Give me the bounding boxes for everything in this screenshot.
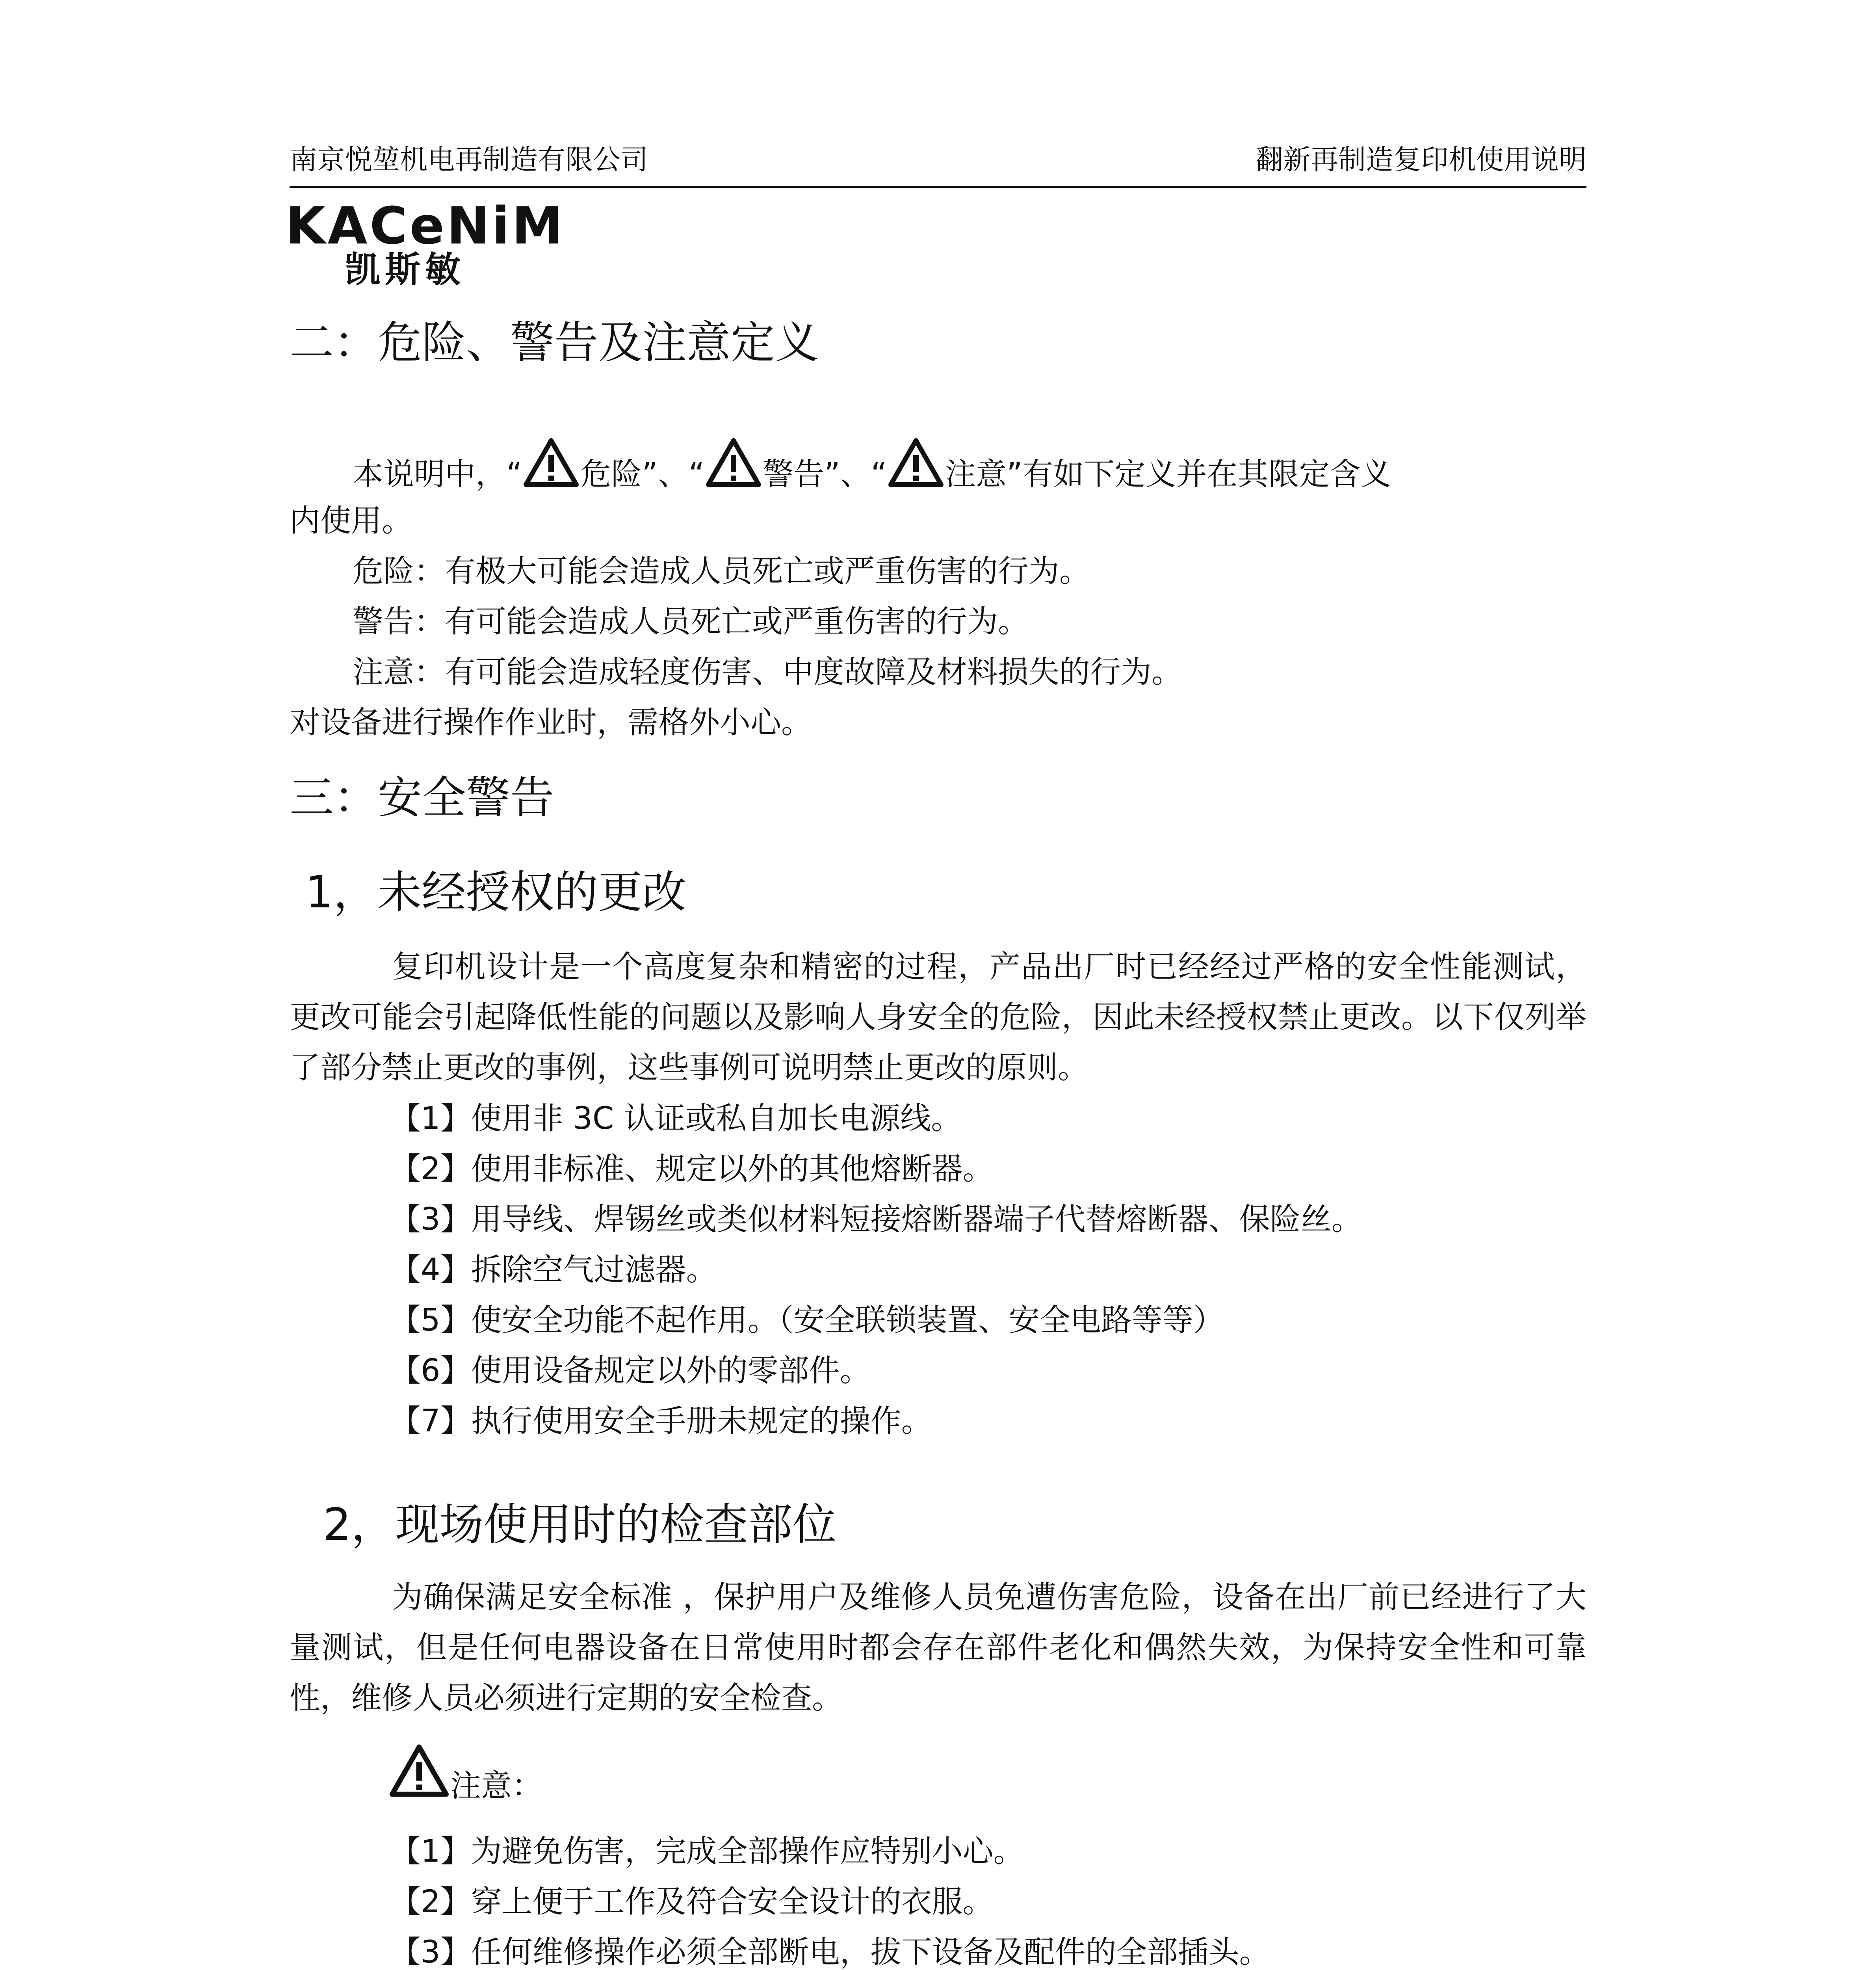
intro-text-a: 本说明中，“ [353,457,522,492]
warning-triangle-icon [706,437,761,488]
definition-danger: 危险：有极大可能会造成人员死亡或严重伤害的行为。 [353,554,1090,589]
section-2-title: 二：危险、警告及注意定义 [290,317,819,368]
section-3-title: 三：安全警告 [290,772,554,823]
definition-note: 对设备进行操作作业时，需格外小心。 [290,705,812,740]
subsection-2-paragraph: 为确保满足安全标准 ，保护用户及维修人员免遭伤害危险，设备在出厂前已经进行了大量测试，但是任何电器设备在日常使用时都会存在部件老化和偶然失效，为保持安全性和可靠性，维修人员必须进行定期的安全检查。 [290,1580,1586,1716]
list-item: 【1】使用非 3C 认证或私自加长电源线。 [390,1101,962,1136]
intro-text-d: 注意”有如下定义并在其限定含义 [945,457,1391,492]
list-item: 【5】使安全功能不起作用。（安全联锁装置、安全电路等等） [390,1303,1224,1338]
list-item: 【1】为避免伤害，完成全部操作应特别小心。 [390,1834,1024,1869]
definition-intro [290,437,1586,500]
list-item: 【4】拆除空气过滤器。 [390,1252,717,1288]
intro-text-b: 危险”、“ [580,457,705,492]
warning-triangle-icon [524,437,579,488]
list-item: 【3】用导线、焊锡丝或类似材料短接熔断器端子代替熔断器、保险丝。 [390,1202,1362,1237]
definition-warning: 警告：有可能会造成人员死亡或严重伤害的行为。 [353,604,1029,639]
list-item: 【7】执行使用安全手册未规定的操作。 [390,1403,932,1439]
list-item: 【6】使用设备规定以外的零部件。 [390,1353,871,1388]
caution-label: 注意： [450,1768,543,1804]
subsection-2-title: 2，现场使用时的检查部位 [323,1499,837,1550]
list-item: 【2】使用非标准、规定以外的其他熔断器。 [390,1151,994,1187]
subsection-1-paragraph: 复印机设计是一个高度复杂和精密的过程，产品出厂时已经经过严格的安全性能测试，更改可能会引起降低性能的问题以及影响人身安全的危险，因此未经授权禁止更改。以下仅列举了部分禁止更改的事例，这些事例可说明禁止更改的原则。 [290,949,1586,1085]
header-company: 南京悦堃机电再制造有限公司 [290,143,648,176]
caution-note-1 [388,1743,1586,1811]
header-rule [290,186,1586,188]
intro-text-e: 内使用。 [290,503,413,539]
logo-wordmark: KACeNiM [286,196,565,256]
definition-caution: 注意：有可能会造成轻度伤害、中度故障及材料损失的行为。 [353,654,1183,690]
warning-triangle-icon [888,437,944,488]
list-item: 【2】穿上便于工作及符合安全设计的衣服。 [390,1884,994,1920]
intro-text-c: 警告”、“ [763,457,887,492]
warning-triangle-icon [390,1743,449,1798]
subsection-1-title: 1，未经授权的更改 [305,867,687,918]
list-item: 【3】任何维修操作必须全部断电，拔下设备及配件的全部插头。 [390,1935,1270,1970]
header-doc-title: 翻新再制造复印机使用说明 [1256,143,1586,176]
logo-chinese: 凯斯敏 [345,249,465,290]
